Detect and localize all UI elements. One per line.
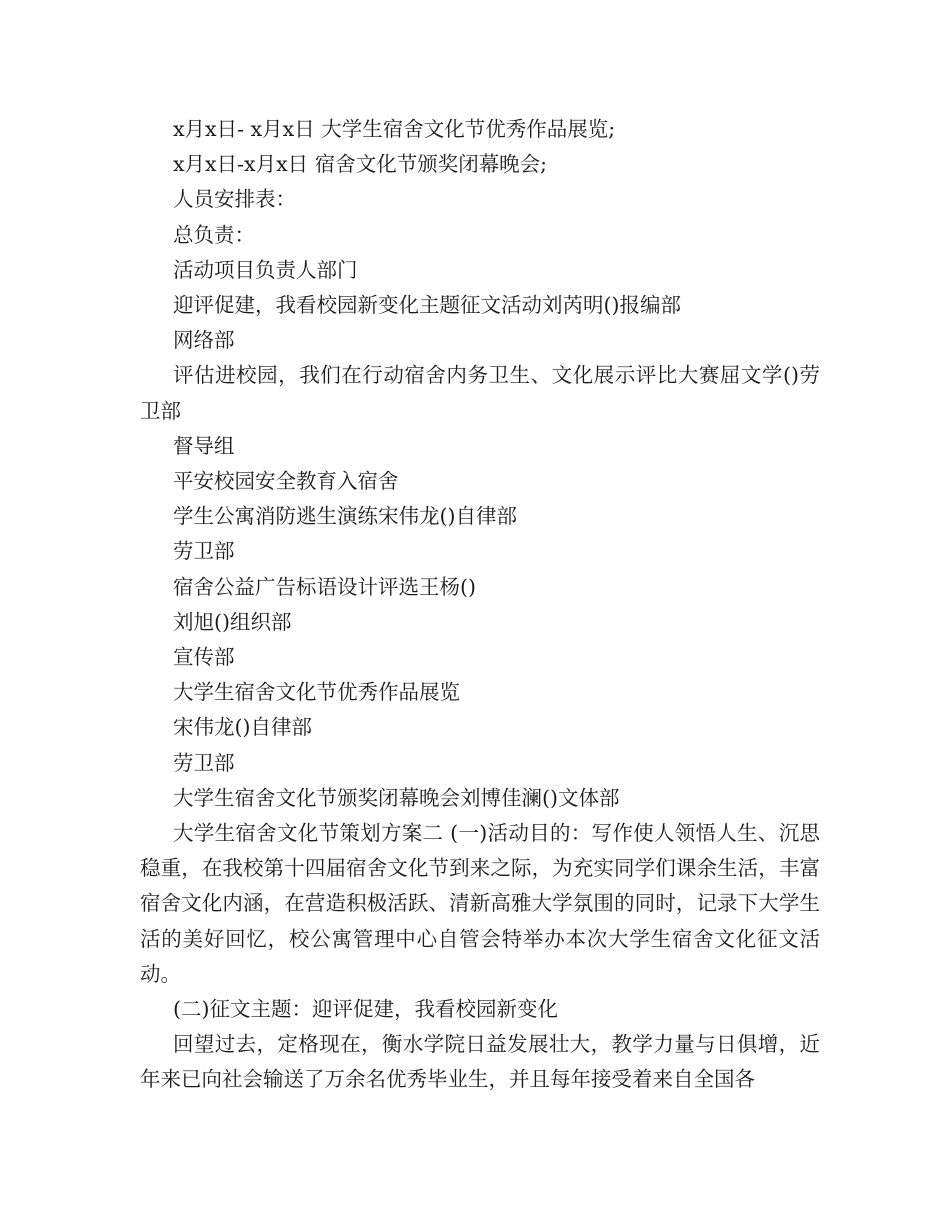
paragraph-fire-drill: 学生公寓消防逃生演练宋伟龙()自律部	[173, 504, 517, 529]
paragraph-labor-dept-2: 劳卫部	[173, 750, 235, 775]
paragraph-labor-dept-1: 劳卫部	[173, 539, 235, 564]
paragraph-network-dept: 网络部	[173, 328, 235, 353]
paragraph-works-exhibition: 大学生宿舍文化节优秀作品展览	[173, 680, 460, 705]
paragraph-discipline-dept: 宋伟龙()自律部	[173, 715, 312, 740]
paragraph-staff-table-heading: 人员安排表：	[173, 187, 296, 212]
paragraph-schedule-exhibition: x月x日- x月x日 大学生宿舍文化节优秀作品展览;	[173, 117, 616, 141]
paragraph-retrospect: 回望过去，定格现在，衡水学院日益发展壮大，教学力量与日俱增，近年来已向社会输送了万余名优秀毕业生，并且每年接受着来自全国各	[140, 1032, 820, 1092]
paragraph-organization-dept: 刘旭()组织部	[173, 609, 292, 634]
paragraph-dorm-hygiene-contest: 评估进校园，我们在行动宿舍内务卫生、文化展示评比大赛屈文学()劳卫部	[140, 363, 820, 423]
paragraph-supervision-group: 督导组	[173, 433, 235, 458]
document-body	[140, 112, 820, 1098]
paragraph-plan-two-purpose: 大学生宿舍文化节策划方案二 (一)活动目的：写作使人领悟人生、沉思稳重，在我校第十四届宿舍文化节到来之际，为充实同学们课余生活，丰富宿舍文化内涵，在营造积极活跃、清新高雅大学氛围的同时，记录下大学生活的美好回忆，校公寓管理中心自管会特举办本次大学生宿舍文化征文活动。	[140, 821, 820, 986]
paragraph-essay-activity: 迎评促建，我看校园新变化主题征文活动刘芮明()报编部	[173, 293, 681, 318]
paragraph-slogan-design: 宿舍公益广告标语设计评选王杨()	[173, 574, 476, 599]
paragraph-safety-education: 平安校园安全教育入宿舍	[173, 469, 399, 494]
paragraph-schedule-closing-gala: x月x日-x月x日 宿舍文化节颁奖闭幕晚会;	[173, 152, 548, 177]
paragraph-publicity-dept: 宣传部	[173, 645, 235, 670]
paragraph-general-lead: 总负责：	[173, 222, 255, 247]
paragraph-essay-theme: (二)征文主题：迎评促建，我看校园新变化	[173, 997, 558, 1022]
paragraph-closing-gala-lead: 大学生宿舍文化节颁奖闭幕晚会刘博佳澜()文体部	[173, 785, 620, 810]
paragraph-table-header: 活动项目负责人部门	[173, 257, 358, 282]
